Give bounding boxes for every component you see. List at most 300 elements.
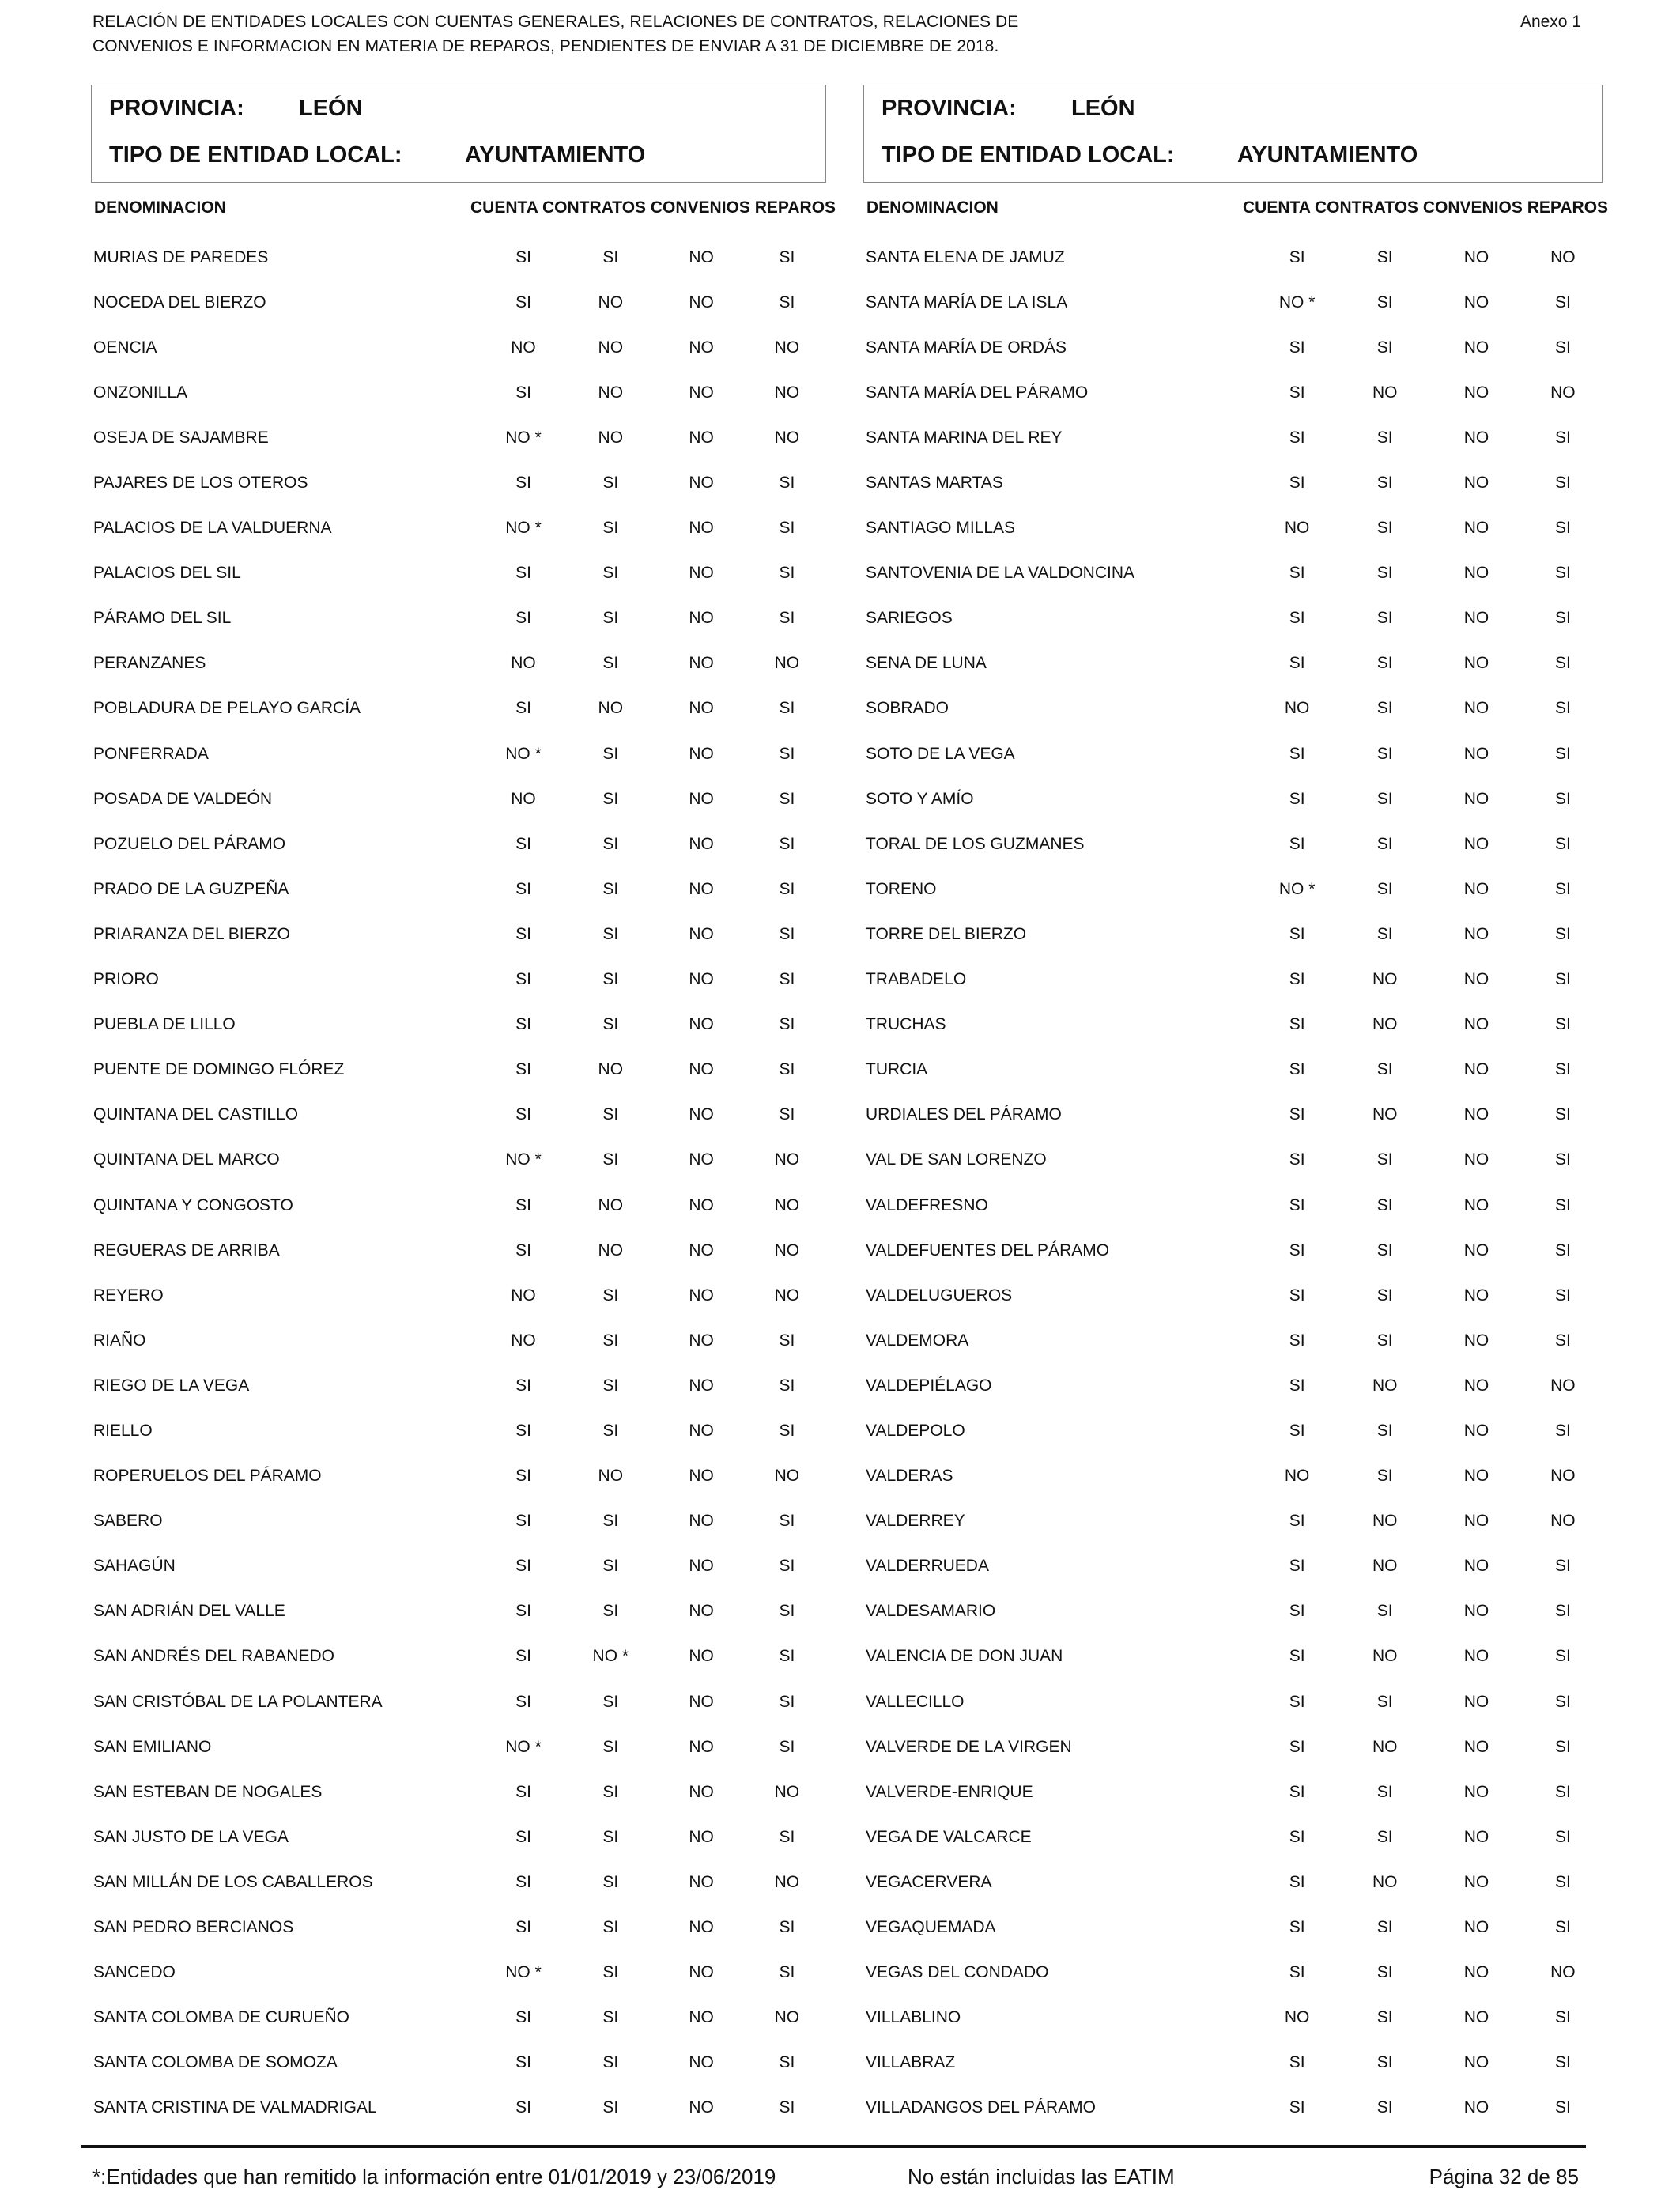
reparos-value: NO: [774, 338, 800, 357]
cuenta-value: SI: [515, 879, 531, 898]
entity-name: SAN MILLÁN DE LOS CABALLEROS: [93, 1872, 373, 1891]
cuenta-value: SI: [515, 1692, 531, 1711]
convenios-value: NO: [1463, 383, 1489, 402]
entity-name: VALDEMORA: [866, 1331, 969, 1350]
contratos-value: SI: [602, 1105, 619, 1124]
table-row: [863, 1950, 1603, 1996]
entity-name: PUEBLA DE LILLO: [93, 1015, 236, 1034]
contratos-value: NO: [598, 1195, 624, 1214]
contratos-value: SI: [1376, 699, 1393, 718]
document-title: [92, 9, 1278, 59]
cuenta-value: SI: [1289, 1872, 1305, 1891]
reparos-value: SI: [1554, 474, 1571, 493]
entity-name: REGUERAS DE ARRIBA: [93, 1240, 280, 1259]
entity-name: TURCIA: [866, 1060, 928, 1079]
table-row: [863, 1363, 1603, 1408]
entity-name: RIEGO DE LA VEGA: [93, 1376, 250, 1395]
cuenta-value: SI: [1289, 383, 1305, 402]
entities-table-body-left: [91, 235, 826, 2131]
table-row: [863, 867, 1603, 912]
convenios-value: NO: [689, 834, 714, 853]
convenios-value: NO: [1463, 1015, 1489, 1034]
table-row: [863, 325, 1603, 370]
reparos-value: NO: [1550, 383, 1576, 402]
reparos-value: SI: [1554, 2008, 1571, 2027]
entity-name: VAL DE SAN LORENZO: [866, 1150, 1047, 1169]
entity-name: VALDEPOLO: [866, 1421, 965, 1440]
reparos-value: SI: [779, 2098, 795, 2117]
cuenta-value: SI: [515, 474, 531, 493]
entity-name: SANTA COLOMBA DE SOMOZA: [93, 2053, 338, 2072]
contratos-value: SI: [1376, 1692, 1393, 1711]
convenios-value: NO: [689, 1150, 714, 1169]
provincia-row: [882, 96, 1135, 122]
reparos-value: SI: [779, 1557, 795, 1576]
cuenta-value: NO: [511, 654, 536, 673]
tipo-entidad-value: AYUNTAMIENTO: [1237, 142, 1418, 168]
table-row: [91, 1769, 826, 1814]
contratos-value: SI: [1376, 474, 1393, 493]
contratos-value: SI: [1376, 1782, 1393, 1801]
table-row: [863, 1138, 1603, 1183]
convenios-value: NO: [1463, 338, 1489, 357]
cuenta-value: SI: [1289, 1060, 1305, 1079]
entity-name: POSADA DE VALDEÓN: [93, 789, 273, 808]
reparos-value: SI: [1554, 2053, 1571, 2072]
contratos-value: NO: [598, 293, 624, 312]
reparos-value: SI: [779, 2053, 795, 2072]
table-row: [863, 1454, 1603, 1499]
reparos-value: SI: [1554, 970, 1571, 989]
convenios-value: NO: [689, 2053, 714, 2072]
entity-name: VILLADANGOS DEL PÁRAMO: [866, 2098, 1096, 2117]
convenios-value: NO: [1463, 1737, 1489, 1756]
convenios-value: NO: [1463, 970, 1489, 989]
table-row: [91, 506, 826, 551]
entity-name: VALVERDE-ENRIQUE: [866, 1782, 1033, 1801]
contratos-value: SI: [602, 2098, 619, 2117]
contratos-value: SI: [1376, 1240, 1393, 1259]
contratos-value: NO: [598, 383, 624, 402]
table-row: [863, 2041, 1603, 2086]
reparos-value: SI: [779, 519, 795, 538]
contratos-value: SI: [1376, 2098, 1393, 2117]
reparos-value: SI: [1554, 834, 1571, 853]
table-row: [91, 641, 826, 686]
convenios-value: NO: [1463, 247, 1489, 266]
entity-name: VEGA DE VALCARCE: [866, 1827, 1032, 1846]
contratos-value: SI: [1376, 789, 1393, 808]
entity-name: VILLABRAZ: [866, 2053, 956, 2072]
page-number: Página 32 de 85: [1429, 2165, 1579, 2188]
convenios-value: NO: [1463, 428, 1489, 447]
cuenta-value: SI: [1289, 1015, 1305, 1034]
entity-name: SANTA MARINA DEL REY: [866, 428, 1063, 447]
cuenta-value: SI: [515, 970, 531, 989]
cuenta-value: SI: [515, 834, 531, 853]
contratos-value: SI: [602, 924, 619, 943]
entity-name: VALDERREY: [866, 1512, 965, 1531]
convenios-value: NO: [689, 247, 714, 266]
reparos-value: SI: [779, 1512, 795, 1531]
convenios-value: NO: [689, 1647, 714, 1666]
contratos-value: SI: [602, 609, 619, 628]
reparos-value: SI: [779, 1737, 795, 1756]
contratos-value: SI: [602, 2008, 619, 2027]
convenios-value: NO: [1463, 1286, 1489, 1305]
convenios-value: NO: [689, 970, 714, 989]
table-row: [91, 415, 826, 460]
reparos-value: SI: [1554, 609, 1571, 628]
entity-name: ROPERUELOS DEL PÁRAMO: [93, 1467, 322, 1486]
convenios-value: NO: [1463, 609, 1489, 628]
reparos-value: SI: [1554, 293, 1571, 312]
convenios-value: NO: [1463, 834, 1489, 853]
table-row: [91, 776, 826, 821]
denominacion-header: DENOMINACION: [94, 198, 226, 217]
contratos-value: SI: [602, 1872, 619, 1891]
contratos-value: SI: [602, 1512, 619, 1531]
table-row: [91, 2041, 826, 2086]
convenios-value: NO: [689, 654, 714, 673]
table-row: [91, 1679, 826, 1724]
reparos-value: NO: [1550, 1376, 1576, 1395]
cuenta-value: SI: [515, 1060, 531, 1079]
contratos-value: NO: [598, 1467, 624, 1486]
reparos-value: SI: [779, 1421, 795, 1440]
cuenta-value: SI: [515, 1512, 531, 1531]
cuenta-value: NO *: [505, 428, 542, 447]
table-row: [91, 1814, 826, 1860]
contratos-value: SI: [1376, 924, 1393, 943]
table-row: [91, 1905, 826, 1950]
cuenta-value: SI: [515, 247, 531, 266]
cuenta-value: SI: [1289, 609, 1305, 628]
entity-name: URDIALES DEL PÁRAMO: [866, 1105, 1062, 1124]
convenios-value: NO: [689, 1015, 714, 1034]
convenios-value: NO: [1463, 1963, 1489, 1982]
entity-name: NOCEDA DEL BIERZO: [93, 293, 266, 312]
cuenta-value: NO *: [1278, 879, 1316, 898]
entity-name: VALDEFRESNO: [866, 1195, 988, 1214]
contratos-value: SI: [602, 1150, 619, 1169]
table-row: [91, 867, 826, 912]
contratos-value: SI: [1376, 564, 1393, 583]
cuenta-value: SI: [1289, 1240, 1305, 1259]
table-row: [91, 1544, 826, 1589]
reparos-value: SI: [1554, 1060, 1571, 1079]
provincia-value: LEÓN: [299, 96, 363, 121]
entity-name: SAN ANDRÉS DEL RABANEDO: [93, 1647, 334, 1666]
entity-name: TORAL DE LOS GUZMANES: [866, 834, 1085, 853]
contratos-value: SI: [1376, 1195, 1393, 1214]
contratos-value: NO: [1372, 1557, 1398, 1576]
cuenta-value: SI: [515, 699, 531, 718]
entity-name: OENCIA: [93, 338, 157, 357]
cuenta-value: SI: [1289, 1737, 1305, 1756]
convenios-value: NO: [689, 1737, 714, 1756]
entity-name: SOBRADO: [866, 699, 949, 718]
reparos-value: SI: [779, 970, 795, 989]
table-row: [863, 1408, 1603, 1453]
reparos-value: SI: [1554, 1602, 1571, 1621]
reparos-value: SI: [1554, 1782, 1571, 1801]
convenios-value: NO: [1463, 1421, 1489, 1440]
cuenta-value: SI: [1289, 1963, 1305, 1982]
reparos-value: SI: [1554, 1872, 1571, 1891]
cuenta-value: SI: [1289, 1376, 1305, 1395]
entity-name: OSEJA DE SAJAMBRE: [93, 428, 269, 447]
reparos-value: SI: [779, 879, 795, 898]
contratos-value: SI: [1376, 1060, 1393, 1079]
table-row: [863, 686, 1603, 731]
entity-name: TRABADELO: [866, 970, 967, 989]
convenios-value: NO: [1463, 1557, 1489, 1576]
cuenta-value: NO: [511, 789, 536, 808]
contratos-value: SI: [602, 970, 619, 989]
table-row: [91, 325, 826, 370]
table-row: [863, 1318, 1603, 1363]
contratos-value: NO: [598, 428, 624, 447]
reparos-value: SI: [779, 789, 795, 808]
contratos-value: SI: [1376, 654, 1393, 673]
provincia-row: [109, 96, 363, 122]
table-row: [91, 1454, 826, 1499]
contratos-value: SI: [1376, 2053, 1393, 2072]
reparos-value: SI: [779, 1827, 795, 1846]
reparos-value: SI: [1554, 924, 1571, 943]
provincia-label: PROVINCIA:: [109, 96, 244, 121]
entity-name: QUINTANA Y CONGOSTO: [93, 1195, 293, 1214]
contratos-value: NO: [1372, 1105, 1398, 1124]
entity-name: VALDESAMARIO: [866, 1602, 996, 1621]
entity-name: SAN EMILIANO: [93, 1737, 212, 1756]
cuenta-value: SI: [515, 564, 531, 583]
entity-name: PÁRAMO DEL SIL: [93, 609, 232, 628]
cuenta-value: SI: [515, 1240, 531, 1259]
table-row: [91, 1996, 826, 2041]
convenios-value: NO: [689, 609, 714, 628]
contratos-value: SI: [1376, 1331, 1393, 1350]
entity-name: SAN PEDRO BERCIANOS: [93, 1918, 294, 1937]
contratos-value: SI: [602, 1421, 619, 1440]
convenios-value: NO: [689, 1240, 714, 1259]
cuenta-value: SI: [1289, 789, 1305, 808]
convenios-value: NO: [689, 1376, 714, 1395]
footer-note: *:Entidades que han remitido la información entre 01/01/2019 y 23/06/2019: [92, 2165, 776, 2188]
cuenta-value: SI: [1289, 1782, 1305, 1801]
table-row: [863, 641, 1603, 686]
convenios-value: NO: [1463, 1647, 1489, 1666]
entity-name: VILLABLINO: [866, 2008, 961, 2027]
table-row: [91, 1228, 826, 1273]
contratos-value: SI: [602, 654, 619, 673]
table-row: [863, 1003, 1603, 1048]
contratos-value: SI: [1376, 834, 1393, 853]
reparos-value: SI: [779, 699, 795, 718]
contratos-value: SI: [602, 744, 619, 763]
reparos-value: SI: [1554, 564, 1571, 583]
table-row: [863, 596, 1603, 641]
contratos-value: SI: [602, 879, 619, 898]
entity-name: SAN CRISTÓBAL DE LA POLANTERA: [93, 1692, 383, 1711]
convenios-value: NO: [689, 2008, 714, 2027]
table-row: [91, 1183, 826, 1228]
table-row: [863, 1499, 1603, 1544]
convenios-value: NO: [1463, 474, 1489, 493]
document-title-line-1: RELACIÓN DE ENTIDADES LOCALES CON CUENTAS GENERALES, RELACIONES DE CONTRATOS, RELACIONES DE: [92, 13, 1019, 31]
reparos-value: SI: [779, 1105, 795, 1124]
table-row: [863, 1860, 1603, 1905]
entity-name: SAHAGÚN: [93, 1557, 176, 1576]
reparos-value: SI: [1554, 879, 1571, 898]
entity-name: SANTA MARÍA DE ORDÁS: [866, 338, 1067, 357]
reparos-value: SI: [1554, 1918, 1571, 1937]
annex-label: Anexo 1: [1520, 13, 1581, 31]
entity-name: PRIARANZA DEL BIERZO: [93, 924, 290, 943]
entity-name: VEGACERVERA: [866, 1872, 992, 1891]
entities-table-body-right: [863, 235, 1603, 2131]
cuenta-value: SI: [515, 2008, 531, 2027]
reparos-value: NO: [1550, 1512, 1576, 1531]
contratos-value: SI: [602, 834, 619, 853]
entity-name: PUENTE DE DOMINGO FLÓREZ: [93, 1060, 345, 1079]
reparos-value: SI: [1554, 654, 1571, 673]
convenios-value: NO: [1463, 1782, 1489, 1801]
table-row: [91, 1408, 826, 1453]
convenios-value: NO: [1463, 1105, 1489, 1124]
cuenta-value: SI: [1289, 474, 1305, 493]
reparos-value: NO: [774, 1467, 800, 1486]
contratos-value: SI: [602, 564, 619, 583]
table-row: [863, 1544, 1603, 1589]
reparos-value: SI: [779, 1918, 795, 1937]
cuenta-value: NO *: [505, 1737, 542, 1756]
cuenta-value: NO *: [505, 1150, 542, 1169]
entity-name: PONFERRADA: [93, 744, 209, 763]
convenios-value: NO: [689, 1060, 714, 1079]
convenios-value: NO: [689, 744, 714, 763]
entity-info-box-left: [91, 85, 826, 183]
convenios-value: NO: [689, 1512, 714, 1531]
reparos-value: SI: [779, 1060, 795, 1079]
reparos-value: SI: [779, 293, 795, 312]
entity-name: SOTO DE LA VEGA: [866, 744, 1015, 763]
cuenta-value: SI: [1289, 428, 1305, 447]
reparos-value: NO: [774, 383, 800, 402]
convenios-value: NO: [1463, 1512, 1489, 1531]
entity-name: REYERO: [93, 1286, 164, 1305]
table-row: [863, 415, 1603, 460]
cuenta-value: SI: [515, 1872, 531, 1891]
table-row: [91, 912, 826, 957]
convenios-value: NO: [1463, 2053, 1489, 2072]
cuenta-value: SI: [1289, 834, 1305, 853]
convenios-value: NO: [1463, 564, 1489, 583]
convenios-value: NO: [1463, 654, 1489, 673]
reparos-value: SI: [779, 834, 795, 853]
reparos-value: SI: [1554, 699, 1571, 718]
cuenta-value: SI: [515, 2098, 531, 2117]
cuenta-value: SI: [515, 293, 531, 312]
cuenta-value: NO: [511, 1331, 536, 1350]
contratos-value: SI: [602, 474, 619, 493]
contratos-value: SI: [602, 1331, 619, 1350]
entity-name: SOTO Y AMÍO: [866, 789, 974, 808]
convenios-value: NO: [689, 1331, 714, 1350]
reparos-value: NO: [774, 1195, 800, 1214]
reparos-value: NO: [1550, 1963, 1576, 1982]
convenios-value: NO: [1463, 924, 1489, 943]
entity-name: VALLECILLO: [866, 1692, 965, 1711]
cuenta-value: SI: [515, 1827, 531, 1846]
table-row: [863, 2086, 1603, 2131]
contratos-value: SI: [602, 1737, 619, 1756]
table-row: [863, 280, 1603, 325]
table-row: [863, 370, 1603, 415]
table-row: [863, 912, 1603, 957]
cuenta-value: SI: [1289, 1512, 1305, 1531]
entity-name: SABERO: [93, 1512, 163, 1531]
provincia-value: LEÓN: [1071, 96, 1135, 121]
convenios-value: NO: [689, 1827, 714, 1846]
entity-name: SENA DE LUNA: [866, 654, 987, 673]
entity-name: SARIEGOS: [866, 609, 953, 628]
footer-eatim-note: No están incluidas las EATIM: [908, 2165, 1175, 2188]
table-row: [863, 235, 1603, 280]
reparos-value: NO: [1550, 247, 1576, 266]
convenios-value: NO: [1463, 879, 1489, 898]
contratos-value: SI: [602, 2053, 619, 2072]
convenios-value: NO: [689, 1872, 714, 1891]
table-row: [91, 1048, 826, 1093]
convenios-value: NO: [1463, 1376, 1489, 1395]
table-row: [863, 1996, 1603, 2041]
entity-name: SANTAS MARTAS: [866, 474, 1003, 493]
entity-name: VEGAQUEMADA: [866, 1918, 996, 1937]
contratos-value: NO *: [592, 1647, 629, 1666]
convenios-value: NO: [689, 338, 714, 357]
cuenta-value: SI: [1289, 654, 1305, 673]
contratos-value: SI: [602, 1827, 619, 1846]
convenios-value: NO: [689, 1421, 714, 1440]
table-row: [91, 1724, 826, 1769]
entity-name: PALACIOS DE LA VALDUERNA: [93, 519, 332, 538]
reparos-value: NO: [774, 654, 800, 673]
cuenta-value: NO *: [505, 1963, 542, 1982]
contratos-value: NO: [1372, 970, 1398, 989]
entity-name: PALACIOS DEL SIL: [93, 564, 241, 583]
contratos-value: SI: [1376, 428, 1393, 447]
entity-name: TORRE DEL BIERZO: [866, 924, 1027, 943]
reparos-value: SI: [1554, 1105, 1571, 1124]
convenios-value: NO: [1463, 1467, 1489, 1486]
reparos-value: SI: [1554, 1240, 1571, 1259]
cuenta-value: SI: [515, 1557, 531, 1576]
contratos-value: SI: [1376, 609, 1393, 628]
entity-name: POZUELO DEL PÁRAMO: [93, 834, 286, 853]
convenios-value: NO: [689, 519, 714, 538]
convenios-value: NO: [1463, 789, 1489, 808]
convenios-value: NO: [689, 1557, 714, 1576]
convenios-value: NO: [1463, 1602, 1489, 1621]
entity-name: SAN JUSTO DE LA VEGA: [93, 1827, 289, 1846]
table-row: [91, 686, 826, 731]
convenios-value: NO: [689, 383, 714, 402]
contratos-value: NO: [598, 338, 624, 357]
table-row: [91, 1318, 826, 1363]
entities-table-left: [91, 235, 826, 2131]
